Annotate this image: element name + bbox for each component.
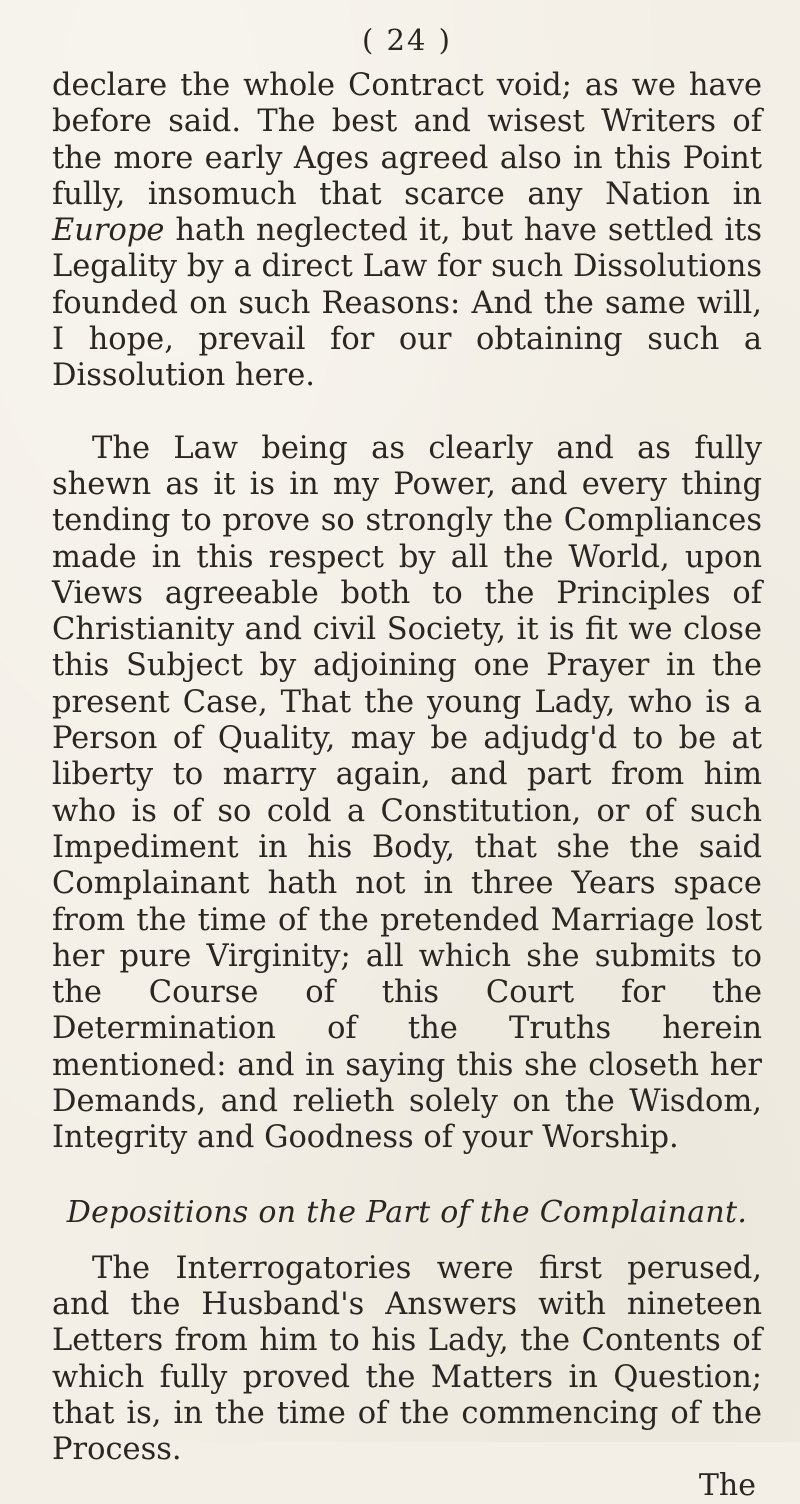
paragraph-1-italic-europe: Europe (52, 213, 165, 249)
paragraph-1-text-a: declare the whole Contract void; as we have before said. The best and wisest Writers of the more early Ages agreed also in this Point fully, insomuch that scarce any Nation in (52, 68, 762, 212)
heading-spacer (52, 1233, 762, 1251)
paragraph-spacer (52, 1157, 762, 1193)
paragraph-2: The Law being as clearly and as fully shewn as it is in my Power, and every thing tending to prove so strongly the Compliances made in this respect by all the World, upon Views agreeable both to the Principles of Christianity and civil Society, it is fit we close this Subject by adjoining one Prayer in the present Case, That the young Lady, who is a Person of Quality, may be adjudg'd to be at liberty to marry again, and part from him who is of so cold a Constitution, or of such Impediment in his Body, that she the said Complainant hath not in three Years space from the time of the pretended Marriage lost her pure Virginity; all which she submits to the Course of this Court for the Determination of the Truths herein mentioned: and in saying this she closeth her Demands, and relieth solely on the Wisdom, Integrity and Goodness of your Worship. (52, 430, 762, 1156)
paragraph-1 (52, 68, 762, 395)
paragraph-spacer (52, 395, 762, 431)
page-number: ( 24 ) (362, 23, 452, 57)
section-heading: Depositions on the Part of the Complainant. (66, 1194, 748, 1230)
catchword: The (698, 1468, 756, 1504)
paragraph-1-text-b: hath neglected it, but have settled its Legality by a direct Law for such Dissolutions founded on such Reasons: And the same will, I hope, prevail for our obtaining such a Dissolution here. (52, 213, 762, 394)
paragraph-3: The Interrogatories were first perused, and the Husband's Answers with nineteen Letters from him to his Lady, the Contents of which fully proved the Matters in Question; that is, in the time of the commencing of the Process. (52, 1250, 762, 1468)
